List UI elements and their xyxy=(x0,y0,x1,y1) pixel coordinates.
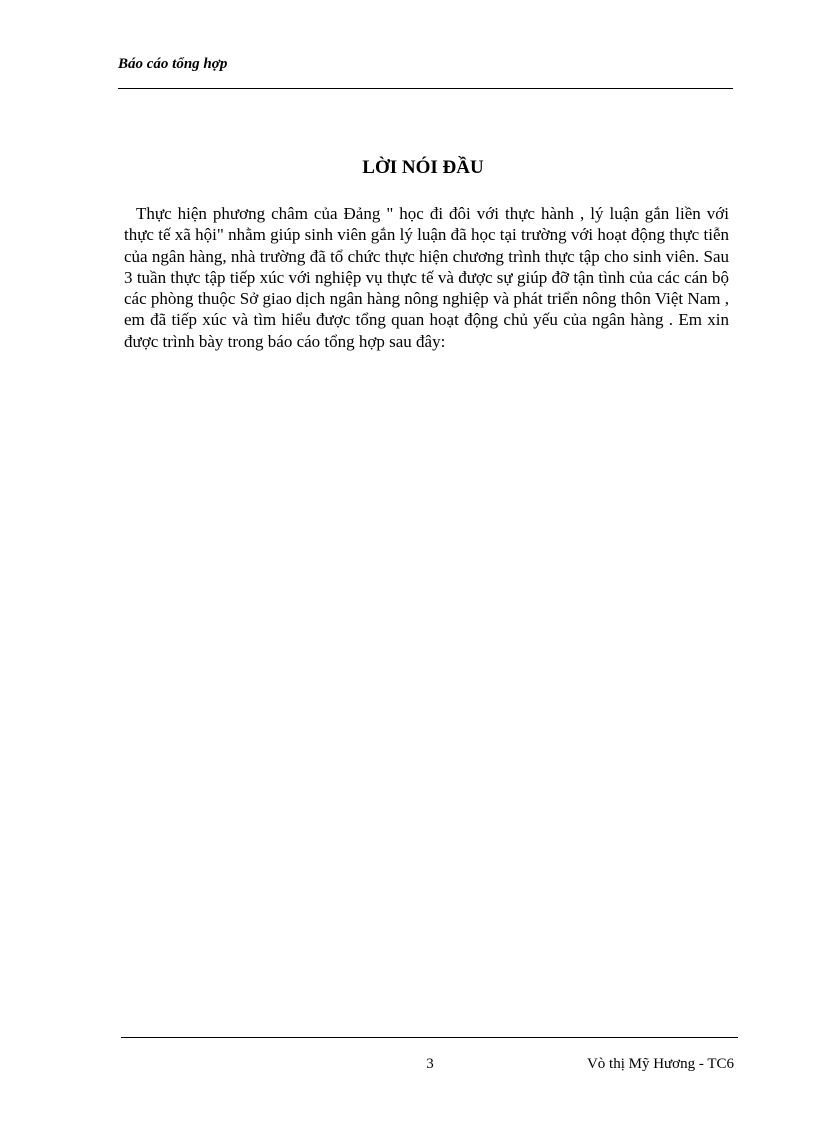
page-number: 3 xyxy=(426,1056,434,1072)
footer-author: Vò thị Mỹ Hương - TC6 xyxy=(586,1056,734,1072)
footer-divider xyxy=(121,1037,738,1038)
page-heading: LỜI NÓI ĐẦU xyxy=(362,157,484,178)
header-divider xyxy=(118,88,733,89)
body-paragraph: Thực hiện phương châm của Đảng " học đi đôi với thực hành , lý luận gắn liền với thực tế xã hội" nhằm giúp sinh viên gắn lý luận đã học tại trường với hoạt động thực tiễn của ngân hàng, nhà trường đã tổ chức thực hiện chương trình thực tập cho sinh viên. Sau 3 tuần thực tập tiếp xúc với nghiệp vụ thực tế và được sự giúp đỡ tận tình của các cán bộ các phòng thuộc Sở giao dịch ngân hàng nông nghiệp và phát triển nông thôn Việt Nam , em đã tiếp xúc và tìm hiểu được tổng quan hoạt động chủ yếu của ngân hàng . Em xin được trình bày trong báo cáo tổng hợp sau đây: xyxy=(124,204,729,351)
header-title: Báo cáo tổng hợp xyxy=(118,56,228,72)
